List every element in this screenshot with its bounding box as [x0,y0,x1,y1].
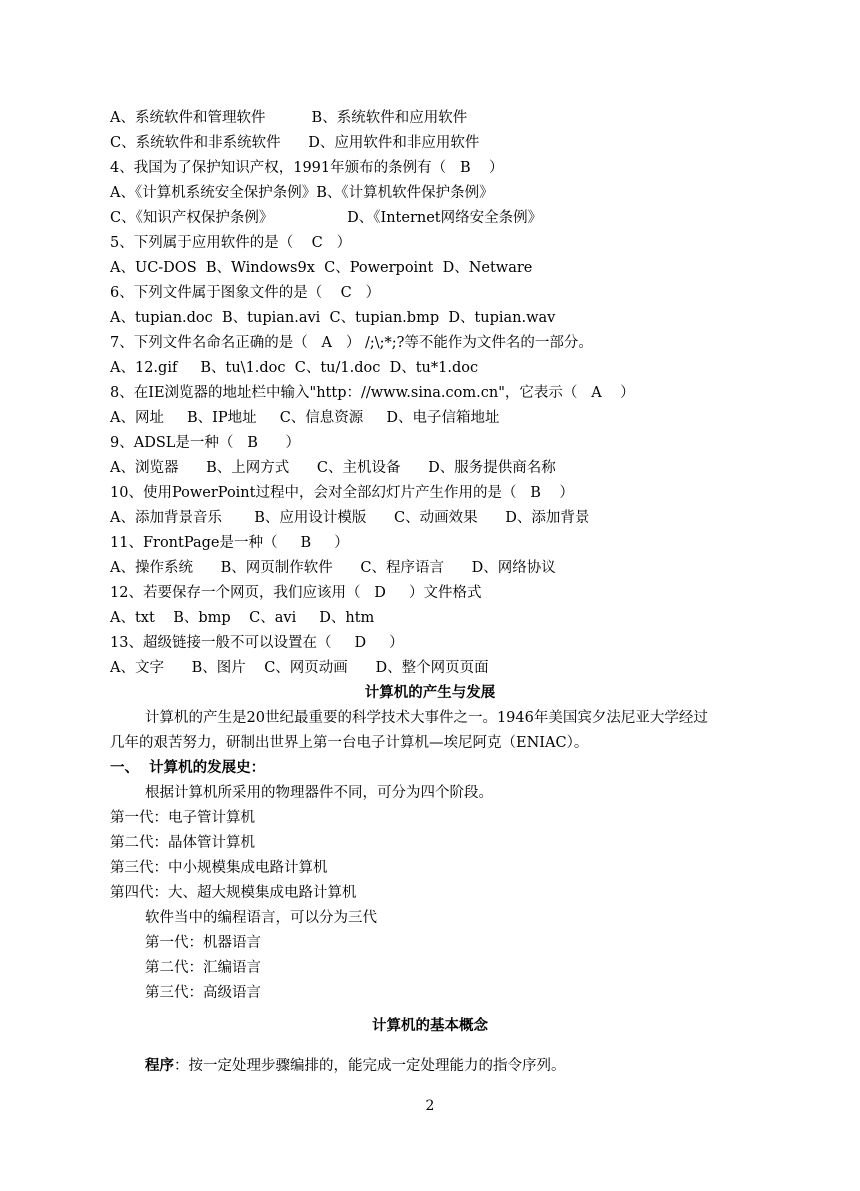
quiz-line: A、tupian.doc B、tupian.avi C、tupian.bmp D、tupian.wav [110,310,556,326]
definition-text: ：按一定处理步骤编排的，能完成一定处理能力的指令序列。 [174,1058,566,1074]
stage-item: 第四代：大、超大规模集成电路计算机 [110,885,357,901]
program-definition [145,1056,566,1076]
quiz-line: C、《知识产权保护条例》 D、《Internet网络安全条例》 [110,210,543,226]
intro-paragraph-line: 几年的艰苦努力，研制出世界上第一台电子计算机—埃尼阿克（ENIAC）。 [110,735,589,751]
quiz-line: A、《计算机系统安全保护条例》B、《计算机软件保护条例》 [110,185,494,201]
quiz-line: 7、下列文件名命名正确的是（ A ） /;\;*;?等不能作为文件名的一部分。 [110,335,593,351]
section-title-concepts: 计算机的基本概念 [372,1018,488,1034]
quiz-line: 8、在IE浏览器的地址栏中输入"http：//www.sina.com.cn"，它表示（ A ） [110,385,635,401]
quiz-line: 4、我国为了保护知识产权，1991年颁布的条例有（ B ） [110,160,504,176]
language-intro: 软件当中的编程语言，可以分为三代 [145,910,377,926]
history-heading: 一、 计算机的发展史： [110,760,266,776]
quiz-line: 6、下列文件属于图象文件的是（ C ） [110,285,381,301]
section-title-history: 计算机的产生与发展 [364,685,496,701]
quiz-line: A、添加背景音乐 B、应用设计模版 C、动画效果 D、添加背景 [110,510,590,526]
language-item: 第二代：汇编语言 [145,960,261,976]
quiz-line: 12、若要保存一个网页，我们应该用（ D ）文件格式 [110,585,482,601]
language-item: 第一代：机器语言 [145,935,261,951]
stage-item: 第一代：电子管计算机 [110,810,255,826]
quiz-line: A、操作系统 B、网页制作软件 C、程序语言 D、网络协议 [110,560,556,576]
quiz-line: 13、超级链接一般不可以设置在（ D ） [110,635,404,651]
language-item: 第三代：高级语言 [145,985,261,1001]
quiz-line: 9、ADSL是一种（ B ） [110,435,301,451]
quiz-line: A、浏览器 B、上网方式 C、主机设备 D、服务提供商名称 [110,460,556,476]
stage-item: 第三代：中小规模集成电路计算机 [110,860,328,876]
page-number: 2 [425,1098,435,1114]
quiz-line: A、文字 B、图片 C、网页动画 D、整个网页页面 [110,660,489,676]
quiz-line: A、txt B、bmp C、avi D、htm [110,610,375,626]
stage-intro: 根据计算机所采用的物理器件不同，可分为四个阶段。 [145,785,493,801]
quiz-line: A、12.gif B、tu\1.doc C、tu/1.doc D、tu*1.doc [110,360,479,376]
definition-term: 程序 [145,1058,174,1074]
quiz-line: 11、FrontPage是一种（ B ） [110,535,349,551]
intro-paragraph-line: 计算机的产生是20世纪最重要的科学技术大事件之一。1946年美国宾夕法尼亚大学经过 [145,710,708,726]
quiz-line: 10、使用PowerPoint过程中，会对全部幻灯片产生作用的是（ B ） [110,485,574,501]
stage-item: 第二代：晶体管计算机 [110,835,255,851]
quiz-line: A、系统软件和管理软件 B、系统软件和应用软件 [110,110,468,126]
quiz-line: A、网址 B、IP地址 C、信息资源 D、电子信箱地址 [110,410,500,426]
quiz-line: A、UC-DOS B、Windows9x C、Powerpoint D、Netware [110,260,533,276]
quiz-line: C、系统软件和非系统软件 D、应用软件和非应用软件 [110,135,480,151]
quiz-line: 5、下列属于应用软件的是（ C ） [110,235,352,251]
